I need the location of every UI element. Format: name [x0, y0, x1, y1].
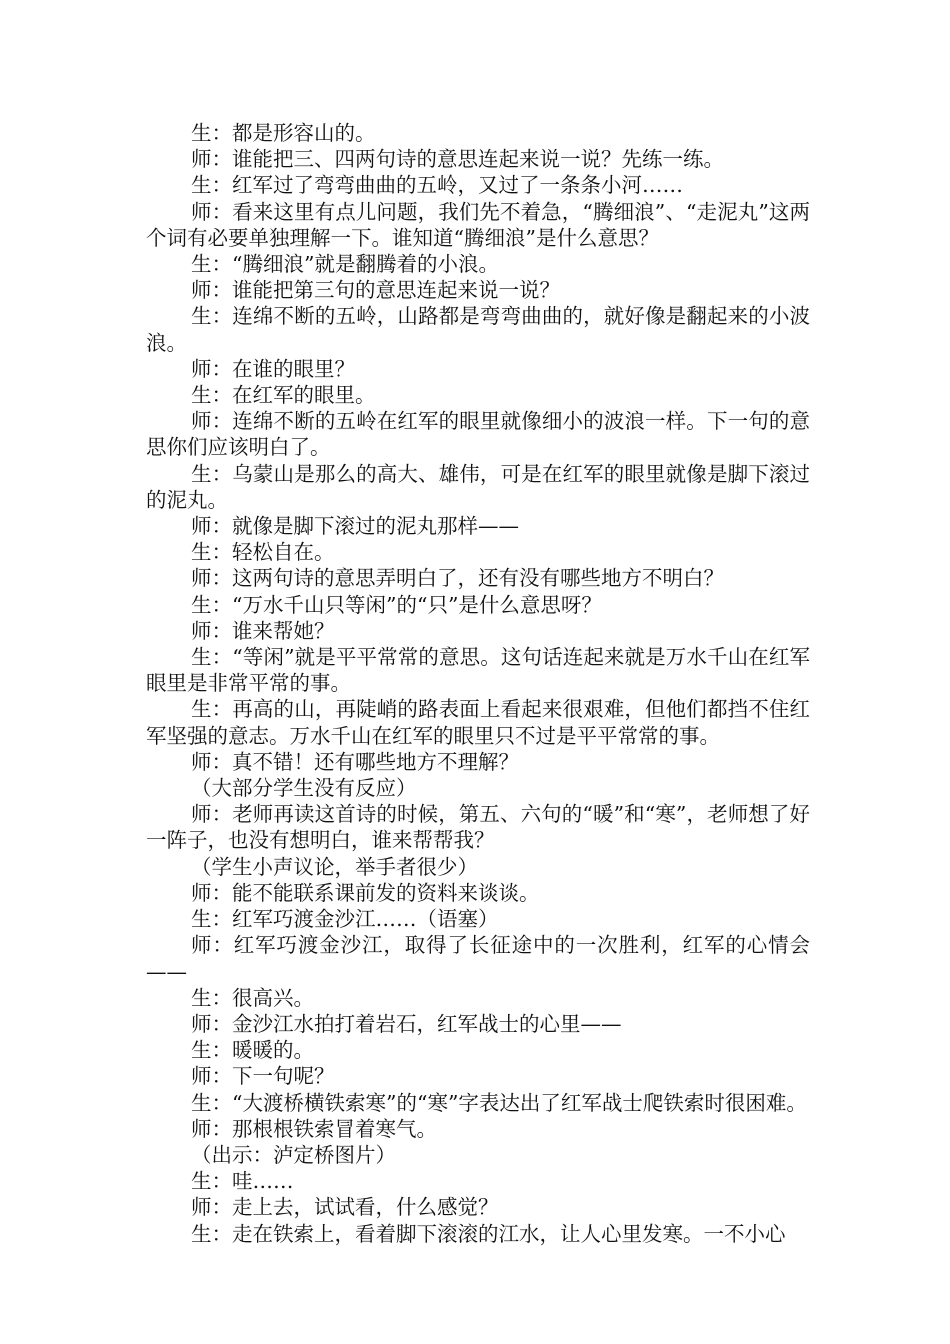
dialogue-line: 师：红军巧渡金沙江，取得了长征途中的一次胜利，红军的心情会——	[146, 933, 810, 984]
stage-direction: （学生小声议论，举手者很少）	[191, 854, 478, 879]
dialogue-line: 生：在红军的眼里。	[191, 383, 376, 408]
dialogue-line: 生：“等闲”就是平平常常的意思。这句话连起来就是万水千山在红军眼里是非常平常的事。	[146, 645, 810, 696]
dialogue-line: 生：暖暖的。	[191, 1038, 314, 1063]
dialogue-line: 生：很高兴。	[191, 985, 314, 1010]
dialogue-line: 师：谁能把三、四两句诗的意思连起来说一说？先练一练。	[191, 147, 724, 172]
dialogue-line: 师：老师再读这首诗的时候，第五、六句的“暖”和“寒”，老师想了好一阵子，也没有想明白，谁来帮帮我？	[146, 802, 810, 853]
document-body	[146, 120, 810, 1247]
dialogue-line: 师：就像是脚下滚过的泥丸那样——	[191, 514, 519, 539]
dialogue-line: 生：“腾细浪”就是翻腾着的小浪。	[191, 252, 499, 277]
dialogue-line: 生：再高的山，再陡峭的路表面上看起来很艰难，但他们都挡不住红军坚强的意志。万水千山在红军的眼里只不过是平平常常的事。	[146, 697, 810, 748]
dialogue-line: 师：看来这里有点儿问题，我们先不着急，“腾细浪”、“走泥丸”这两个词有必要单独理解一下。谁知道“腾细浪”是什么意思？	[146, 199, 810, 250]
dialogue-line: 生：红军过了弯弯曲曲的五岭，又过了一条条小河……	[191, 173, 683, 198]
dialogue-line: 师：真不错！还有哪些地方不理解？	[191, 749, 519, 774]
dialogue-line: 生：走在铁索上，看着脚下滚滚的江水，让人心里发寒。一不小心	[191, 1221, 786, 1246]
dialogue-line: 师：这两句诗的意思弄明白了，还有没有哪些地方不明白？	[191, 566, 724, 591]
dialogue-line: 生：“万水千山只等闲”的“只”是什么意思呀？	[191, 592, 602, 617]
dialogue-line: 生：乌蒙山是那么的高大、雄伟，可是在红军的眼里就像是脚下滚过的泥丸。	[146, 461, 810, 512]
dialogue-line: 师：谁来帮她？	[191, 618, 335, 643]
dialogue-line: 师：谁能把第三句的意思连起来说一说？	[191, 278, 560, 303]
dialogue-line: 生：“大渡桥横铁索寒”的“寒”字表达出了红军战士爬铁索时很困难。	[191, 1090, 807, 1115]
dialogue-line: 师：下一句呢？	[191, 1064, 335, 1089]
dialogue-line: 师：走上去，试试看，什么感觉？	[191, 1195, 499, 1220]
dialogue-line: 师：金沙江水拍打着岩石，红军战士的心里——	[191, 1011, 622, 1036]
dialogue-line: 生：红军巧渡金沙江……（语塞）	[191, 907, 499, 932]
dialogue-line: 师：能不能联系课前发的资料来谈谈。	[191, 880, 540, 905]
dialogue-line: 生：哇……	[191, 1169, 294, 1194]
dialogue-line: 师：连绵不断的五岭在红军的眼里就像细小的波浪一样。下一句的意思你们应该明白了。	[146, 409, 810, 460]
dialogue-line: 生：都是形容山的。	[191, 121, 376, 145]
stage-direction: （出示：泸定桥图片）	[191, 1142, 396, 1167]
dialogue-line: 生：轻松自在。	[191, 540, 335, 565]
dialogue-line: 生：连绵不断的五岭，山路都是弯弯曲曲的，就好像是翻起来的小波浪。	[146, 304, 810, 355]
stage-direction: （大部分学生没有反应）	[191, 776, 417, 801]
dialogue-line: 师：那根根铁索冒着寒气。	[191, 1116, 437, 1141]
dialogue-line: 师：在谁的眼里？	[191, 356, 355, 381]
